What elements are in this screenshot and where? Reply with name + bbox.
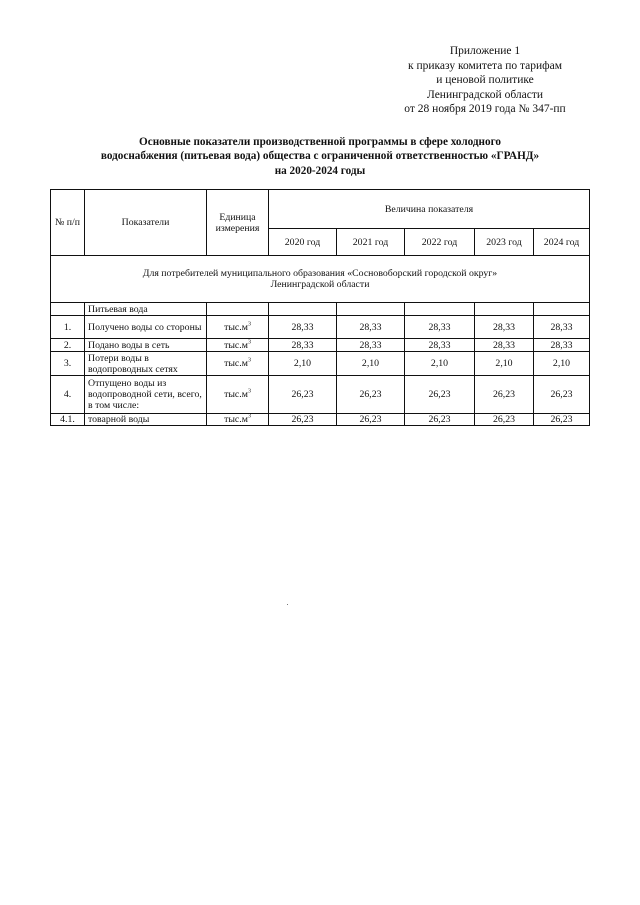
row-value: 28,33	[475, 339, 534, 352]
row-value: 26,23	[269, 414, 337, 426]
row-value: 26,23	[405, 376, 475, 414]
row-num: 2.	[51, 339, 85, 352]
empty-cell	[207, 303, 269, 316]
row-name: Потери воды в водопроводных сетях	[85, 352, 207, 376]
table-row	[51, 352, 590, 376]
unit-text: тыс.м	[224, 414, 248, 425]
row-value: 26,23	[475, 414, 534, 426]
row-unit	[207, 316, 269, 339]
row-value: 28,33	[405, 339, 475, 352]
unit-text: тыс.м	[224, 389, 248, 400]
section-line: Для потребителей муниципального образования «Сосновоборский городской округ»	[142, 268, 498, 279]
empty-cell	[51, 303, 85, 316]
header-indicator: Показатели	[85, 190, 207, 256]
section-heading	[51, 256, 590, 303]
row-name: товарной воды	[85, 414, 207, 426]
row-value: 26,23	[475, 376, 534, 414]
appendix-line: к приказу комитета по тарифам	[408, 59, 562, 72]
category-row	[51, 303, 590, 316]
unit-sup: 3	[247, 413, 251, 420]
header-year: 2024 год	[534, 229, 590, 256]
row-value: 26,23	[534, 376, 590, 414]
empty-cell	[405, 303, 475, 316]
row-value: 2,10	[534, 352, 590, 376]
row-name: Получено воды со стороны	[85, 316, 207, 339]
header-year: 2021 год	[337, 229, 405, 256]
row-value: 28,33	[534, 339, 590, 352]
table-row	[51, 316, 590, 339]
row-value: 28,33	[337, 339, 405, 352]
appendix-block	[380, 44, 590, 117]
row-num: 4.1.	[51, 414, 85, 426]
unit-sup: 3	[247, 357, 251, 364]
row-value: 2,10	[269, 352, 337, 376]
row-value: 2,10	[475, 352, 534, 376]
header-unit: Единица измерения	[207, 190, 269, 256]
appendix-line: Приложение 1	[449, 45, 521, 57]
row-value: 26,23	[405, 414, 475, 426]
row-unit	[207, 339, 269, 352]
row-value: 28,33	[269, 339, 337, 352]
table-row	[51, 339, 590, 352]
row-value: 28,33	[337, 316, 405, 339]
header-year: 2022 год	[405, 229, 475, 256]
title-line: на 2020-2024 годы	[274, 164, 366, 177]
indicators-table	[50, 189, 590, 426]
row-num: 1.	[51, 316, 85, 339]
row-value: 28,33	[269, 316, 337, 339]
section-line: Ленинградской области	[270, 279, 370, 290]
unit-sup: 3	[247, 388, 251, 395]
document-title	[52, 135, 588, 178]
empty-cell	[534, 303, 590, 316]
row-unit	[207, 414, 269, 426]
row-num: 4.	[51, 376, 85, 414]
header-year: 2023 год	[475, 229, 534, 256]
section-row	[51, 256, 590, 303]
header-year: 2020 год	[269, 229, 337, 256]
row-name: Подано воды в сеть	[85, 339, 207, 352]
header-value-group: Величина показателя	[269, 190, 590, 229]
row-value: 26,23	[534, 414, 590, 426]
row-value: 28,33	[534, 316, 590, 339]
appendix-line: Ленинградской области	[426, 88, 544, 101]
row-value: 26,23	[337, 414, 405, 426]
empty-cell	[337, 303, 405, 316]
table-row	[51, 376, 590, 414]
row-unit	[207, 352, 269, 376]
row-value: 26,23	[337, 376, 405, 414]
row-value: 28,33	[475, 316, 534, 339]
row-name: Отпущено воды из водопроводной сети, всего, в том числе:	[85, 376, 207, 414]
title-line: Основные показатели производственной программы в сфере холодного	[139, 136, 501, 148]
unit-text: тыс.м	[224, 358, 248, 369]
category-label: Питьевая вода	[85, 303, 207, 316]
appendix-line: от 28 ноября 2019 года № 347-пп	[404, 103, 566, 116]
scan-speck	[287, 604, 288, 605]
row-unit	[207, 376, 269, 414]
row-num: 3.	[51, 352, 85, 376]
header-num: № п/п	[51, 190, 85, 256]
row-value: 2,10	[405, 352, 475, 376]
row-value: 2,10	[337, 352, 405, 376]
unit-text: тыс.м	[224, 339, 248, 351]
row-value: 26,23	[269, 376, 337, 414]
row-value: 28,33	[405, 316, 475, 339]
header-row	[51, 190, 590, 229]
unit-sup: 3	[247, 339, 251, 346]
appendix-line: и ценовой политике	[436, 74, 534, 87]
unit-text: тыс.м	[224, 321, 248, 333]
title-line: водоснабжения (питьевая вода) общества с ограниченной ответственностью «ГРАНД»	[100, 150, 540, 163]
empty-cell	[475, 303, 534, 316]
unit-sup: 3	[247, 321, 251, 328]
table-row	[51, 414, 590, 426]
empty-cell	[269, 303, 337, 316]
